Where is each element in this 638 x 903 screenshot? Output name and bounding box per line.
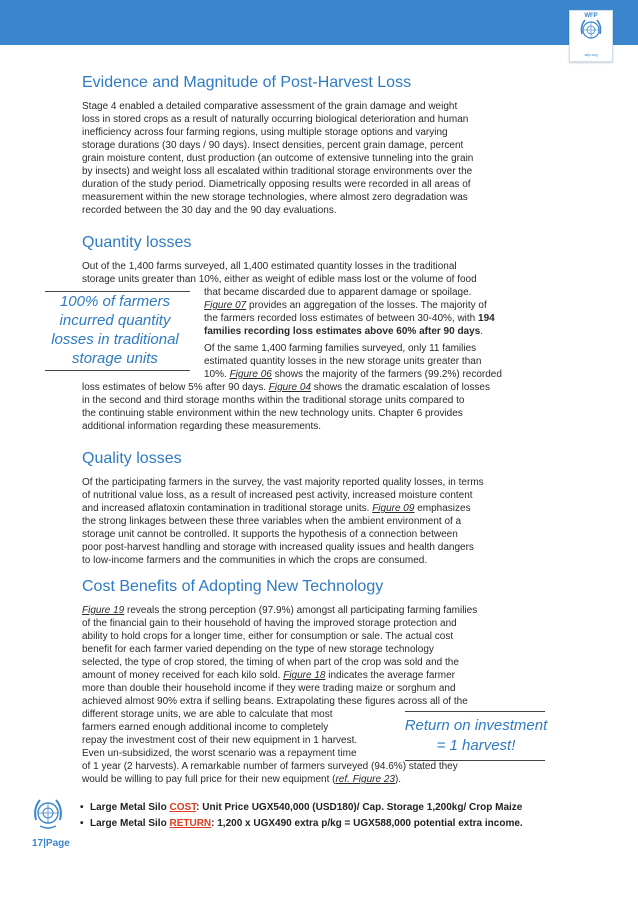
page-number: 17|Page <box>32 838 70 849</box>
s1-line: inefficiency across four farming regions, using multiple storage options and varying <box>82 127 448 138</box>
callout-rule-top <box>405 711 545 712</box>
s2-right-line: 10%. Figure 06 shows the majority of the farmers (99.2%) recorded <box>204 369 502 380</box>
s3-line: to low-income farmers and the communities in which the crops are consumed. <box>82 555 428 566</box>
s1-line: measurement within the new storage technologies, where almost zero degradation was <box>82 192 468 203</box>
s1-line: Stage 4 enabled a detailed comparative assessment of the grain damage and weight <box>82 101 458 112</box>
s1-line: loss in stored crops as a result of naturally occurring biological deterioration and human <box>82 114 469 125</box>
figure-link[interactable]: Figure 19 <box>82 605 125 616</box>
s4-line: selected, the type of crop stored, the timing of when part of the crop was sold and the <box>82 657 459 668</box>
s4-line: Even un-subsidized, the worst scenario was a repayment time <box>82 748 357 759</box>
un-emblem-icon <box>577 16 605 44</box>
un-emblem-icon <box>30 796 66 832</box>
s4-line: amount of money received for each kilo sold. Figure 18 indicates the average farmer <box>82 670 455 681</box>
s4-line: benefit for each farmer varied depending on the type of new storage technology <box>82 644 434 655</box>
s1-line: by insects) and weight loss all escalated within traditional storage environments over the <box>82 166 473 177</box>
s2-right-line: estimated quantity losses in the new storage units greater than <box>204 356 482 367</box>
figure-link[interactable]: Figure 18 <box>283 670 326 681</box>
callout-line: Return on investment <box>404 717 548 734</box>
figure-link[interactable]: Figure 04 <box>268 382 312 393</box>
s2-right-line: Of the same 1,400 farming families surveyed, only 11 families <box>204 343 477 354</box>
logo-text: WFP <box>584 13 598 19</box>
callout-quantity <box>30 292 200 368</box>
s1-line: recorded between the 30 day and the 90 day evaluations. <box>82 205 337 216</box>
s4-line: would be willing to pay full price for their new equipment (ref. Figure 23). <box>82 774 402 785</box>
callout-line: 100% of farmers <box>59 293 171 310</box>
s4-line: of the financial gain to their household of having the improved storage protection and <box>82 618 457 629</box>
s2-line: storage units greater than 10%, either as weight of edible mass lost or the volume of food <box>82 274 477 285</box>
s4-line: farmers earned enough additional income to completely <box>82 722 329 733</box>
callout-line: = 1 harvest! <box>436 737 516 754</box>
callout-line: losses in traditional <box>51 331 179 348</box>
s2-line: Out of the 1,400 farms surveyed, all 1,400 estimated quantity losses in the traditional <box>82 261 457 272</box>
s2-line: loss estimates of below 5% after 90 days. Figure 04 shows the dramatic escalation of losses <box>82 382 490 393</box>
section-heading-quality: Quality losses <box>82 450 182 467</box>
s3-line: Of the participating farmers in the survey, the vast majority reported quality losses, in terms <box>82 477 484 488</box>
bullet-item: • Large Metal Silo RETURN: 1,200 x UGX490 extra p/kg = UGX588,000 potential extra income. <box>80 816 523 832</box>
section-heading-cost-benefits: Cost Benefits of Adopting New Technology <box>82 578 384 595</box>
callout-line: storage units <box>72 350 158 367</box>
section-heading-evidence: Evidence and Magnitude of Post-Harvest Loss <box>82 74 412 91</box>
s4-line: different storage units, we are able to calculate that most <box>82 709 333 720</box>
s4-line: repay the investment cost of their new equipment in 1 harvest. <box>82 735 358 746</box>
header-bar <box>0 0 638 45</box>
bullet-item: • Large Metal Silo COST: Unit Price UGX540,000 (USD180)/ Cap. Storage 1,200kg/ Crop Maize <box>80 800 523 816</box>
callout-line: incurred quantity <box>59 312 171 329</box>
callout-rule-bottom <box>405 760 545 761</box>
s4-line: of 1 year (2 harvests). A remarkable number of farmers surveyed (94.6%) stated they <box>82 761 458 772</box>
s3-line: of nutritional value loss, as a result of increased pest activity, increased moisture content <box>82 490 473 501</box>
callout-rule-bottom <box>45 370 190 371</box>
wfp-logo <box>569 10 613 62</box>
figure-link[interactable]: Figure 06 <box>229 369 272 380</box>
callout-roi <box>402 716 550 756</box>
s1-line: duration of the study period. Diametrically opposing results were recorded in all areas of <box>82 179 471 190</box>
section-heading-quantity: Quantity losses <box>82 234 192 251</box>
s3-line: poor post-harvest handling and storage with increased quality issues and health dangers <box>82 542 474 553</box>
s4-line: Figure 19 reveals the strong perception (97.9%) amongst all participating farming families <box>82 605 478 616</box>
s2-right-line: that became discarded due to apparent damage or spoilage. <box>204 287 472 298</box>
s2-line: in the second and third storage months within the traditional storage units compared to <box>82 395 465 406</box>
s2-line: the continuing stable environment within the new technology units. Chapter 6 provides <box>82 408 463 419</box>
figure-link[interactable]: Figure 09 <box>372 503 415 514</box>
figure-link[interactable]: ref. Figure 23 <box>335 774 395 785</box>
s3-line: the strong linkages between these three variables when the ambient environment of a <box>82 516 462 527</box>
s3-line: and increased aflatoxin contamination in traditional storage units. Figure 09 emphasizes <box>82 503 471 514</box>
s1-line: storage durations (30 days / 90 days). Insect densities, percent grain damage, percent <box>82 140 464 151</box>
s2-right-line: families recording loss estimates above 60% after 90 days. <box>204 326 484 337</box>
s4-line: achieved almost 90% extra if selling beans. Extrapolating these figures across all of the <box>82 696 468 707</box>
logo-sub: wfp.org <box>584 52 598 57</box>
bullet-icon: • <box>80 802 84 813</box>
s4-line: ability to hold crops for a longer time, either for consumption or sale. The actual cost <box>82 631 454 642</box>
s2-right-line: the farmers recorded loss estimates of between 30-40%, with 194 <box>204 313 495 324</box>
s4-line: more than double their household income if they were trading maize or sorghum and <box>82 683 456 694</box>
bullet-icon: • <box>80 818 84 829</box>
cost-bullets <box>80 800 523 832</box>
figure-link[interactable]: Figure 07 <box>204 300 247 311</box>
s1-line: grain moisture content, dust production (an outcome of extensive tunneling into the grain <box>82 153 474 164</box>
s2-line: additional information regarding these measurements. <box>82 421 322 432</box>
s3-line: storage unit cannot be controlled. It supports the hypothesis of a connection between <box>82 529 458 540</box>
s2-right-line: Figure 07 provides an aggregation of the losses. The majority of <box>204 300 487 311</box>
